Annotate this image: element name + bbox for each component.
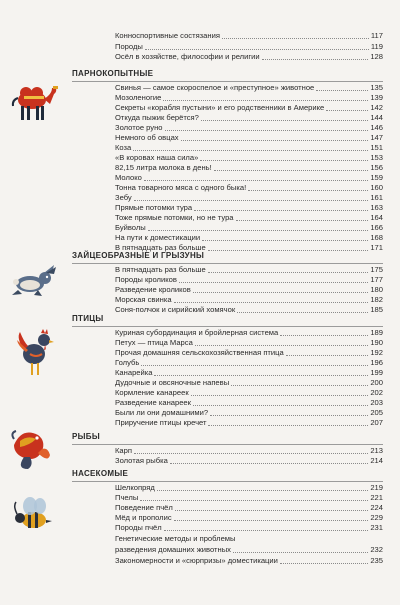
entry-title: Откуда пыжик берётся? [115,113,199,122]
entry-page: 166 [370,223,383,232]
dot-leader [262,59,369,60]
entry-page: 192 [370,348,383,357]
dot-leader [286,355,369,356]
dot-leader [164,530,369,531]
entry-title: Соня-полчок и сирийский хомячок [115,305,236,314]
entry-title: Зебу [115,193,132,202]
entry-title: Прочая домашняя сельскохозяйственная птица [115,348,284,357]
entry-page: 139 [370,93,383,102]
entry-title: Разведение кроликов [115,285,191,294]
entry-page: 119 [370,42,383,51]
entry-page: 207 [370,418,383,427]
entry-page: 224 [370,503,383,512]
entry-page: 199 [370,368,383,377]
dot-leader [179,282,368,283]
entry-title: Золотое руно [115,123,163,132]
entry-page: 147 [370,133,383,142]
entry-title: Были ли они домашними? [115,408,209,417]
toc-entry[interactable] [115,304,383,315]
entry-page: 144 [370,113,383,122]
dot-leader [236,220,369,221]
entry-page: 231 [370,523,383,532]
entry-title: Шелкопряд [115,483,155,492]
dot-leader [201,120,368,121]
entry-title: 82,15 литра молока в день! [115,163,212,172]
entry-page: 128 [370,52,383,61]
dot-leader [210,415,368,416]
dot-leader [174,520,369,521]
entry-title: В пятнадцать раз больше [115,243,206,252]
entry-page: 190 [370,338,383,347]
dot-leader [191,395,369,396]
entry-title: Разведение канареек [115,398,191,407]
entry-title: Осёл в хозяйстве, философии и религии [115,52,260,61]
dot-leader [208,250,369,251]
entry-title: Породы кроликов [115,275,177,284]
entry-title: Молоко [115,173,142,182]
dot-leader [237,312,368,313]
entry-title: Пчелы [115,493,139,502]
dot-leader [140,500,368,501]
dot-leader [222,38,369,39]
entry-page: 185 [370,305,383,314]
dot-leader [233,552,368,553]
entry-title: Куриная субординация и бройлерная система [115,328,279,337]
entry-title: На пути к доместикации [115,233,201,242]
entry-title: Мозоленогие [115,93,162,102]
toc-entry[interactable] [115,417,383,428]
dot-leader [133,150,368,151]
dot-leader [280,563,368,564]
entry-title: Карп [115,446,132,455]
entry-title: Немного об овцах [115,133,179,142]
toc-entry[interactable] [115,51,383,62]
entry-title: Конноспортивные состязания [115,31,220,40]
toc-entry[interactable] [115,522,383,533]
entry-page: 232 [370,545,383,554]
entry-title: Секреты «корабля пустыни» и его родственники в Америке [115,103,325,112]
entry-title: Мёд и прополис [115,513,172,522]
dot-leader [134,200,369,201]
dot-leader [195,345,369,346]
entry-title: Петух — птица Марса [115,338,193,347]
entry-page: 214 [370,456,383,465]
entry-page: 221 [370,493,383,502]
entry-page: 177 [370,275,383,284]
dot-leader [144,180,368,181]
entry-title: В пятнадцать раз больше [115,265,206,274]
entry-page: 151 [370,143,383,152]
dot-leader [170,463,369,464]
entry-page: 117 [370,31,383,40]
entry-page: 153 [370,153,383,162]
entry-page: 203 [370,398,383,407]
entry-page: 196 [370,358,383,367]
rabbit-icon [8,264,58,298]
dot-leader [326,110,368,111]
dot-leader [141,365,368,366]
toc-entry-first-line[interactable] [115,533,383,544]
camel-icon [6,84,60,124]
entry-title: разведения домашних животных [115,545,231,554]
entry-page: 200 [370,378,383,387]
dot-leader [214,170,369,171]
dot-leader [208,425,368,426]
dot-leader [194,210,368,211]
entry-page: 142 [370,103,383,112]
entry-page: 168 [370,233,383,242]
entry-title: Голубь [115,358,140,367]
goldfish-icon [8,425,52,471]
dot-leader [174,302,369,303]
entry-title: Тоже прямые потомки, но не тура [115,213,234,222]
entry-page: 159 [370,173,383,182]
entry-title: Кормление канареек [115,388,189,397]
dot-leader [280,335,368,336]
toc-entry[interactable] [115,30,383,41]
entry-page: 213 [370,446,383,455]
entry-title: Поведение пчёл [115,503,173,512]
entry-page: 180 [370,285,383,294]
toc-entry[interactable] [115,455,383,466]
entry-title: Буйволы [115,223,146,232]
dot-leader [193,405,368,406]
toc-entry[interactable] [115,555,383,566]
section-heading-fish: РЫБЫ [72,432,100,441]
entry-page: 156 [370,163,383,172]
entry-title: Морская свинка [115,295,172,304]
dot-leader [154,375,368,376]
dot-leader [175,510,368,511]
entry-title: Тонна товарного мяса с одного быка! [115,183,247,192]
toc-entry[interactable] [115,544,383,555]
rooster-icon [14,328,54,378]
entry-page: 164 [370,213,383,222]
dot-leader [145,49,369,50]
entry-title: Породы пчёл [115,523,162,532]
bee-icon [10,494,54,534]
dot-leader [231,385,368,386]
entry-title: Канарейка [115,368,153,377]
dot-leader [193,292,369,293]
section-heading-lagomorphs-rodents: ЗАЙЦЕОБРАЗНЫЕ И ГРЫЗУНЫ [72,251,205,260]
dot-leader [208,272,369,273]
entry-page: 163 [370,203,383,212]
entry-title: Породы [115,42,143,51]
section-heading-insects: НАСЕКОМЫЕ [72,469,129,478]
dot-leader [181,140,369,141]
entry-page: 146 [370,123,383,132]
entry-title: Коза [115,143,132,152]
entry-title: Дудочные и овсяночные напевы [115,378,230,387]
dot-leader [248,190,368,191]
entry-page: 229 [370,513,383,522]
entry-page: 205 [370,408,383,417]
dot-leader [165,130,369,131]
entry-page: 202 [370,388,383,397]
dot-leader [157,490,369,491]
entry-title: Приручение птицы кречет [115,418,207,427]
entry-page: 161 [370,193,383,202]
entry-page: 171 [370,243,383,252]
entry-title: Свинья — самое скороспелое и «преступное» животное [115,83,315,92]
dot-leader [200,160,368,161]
entry-title: «В коровах наша сила» [115,153,199,162]
dot-leader [316,90,368,91]
entry-page: 189 [370,328,383,337]
entry-title: Золотая рыбка [115,456,168,465]
section-heading-birds: ПТИЦЫ [72,314,104,323]
dot-leader [202,240,368,241]
entry-page: 135 [370,83,383,92]
entry-title: Прямые потомки тура [115,203,193,212]
entry-page: 182 [370,295,383,304]
entry-title: Генетические методы и проблемы [115,534,236,543]
entry-page: 235 [370,556,383,565]
entry-page: 160 [370,183,383,192]
dot-leader [163,100,368,101]
entry-page: 219 [370,483,383,492]
dot-leader [148,230,369,231]
section-heading-artiodactyls: ПАРНОКОПЫТНЫЕ [72,69,154,78]
dot-leader [134,453,368,454]
entry-page: 175 [370,265,383,274]
entry-title: Закономерности и «сюрпризы» доместикации [115,556,278,565]
